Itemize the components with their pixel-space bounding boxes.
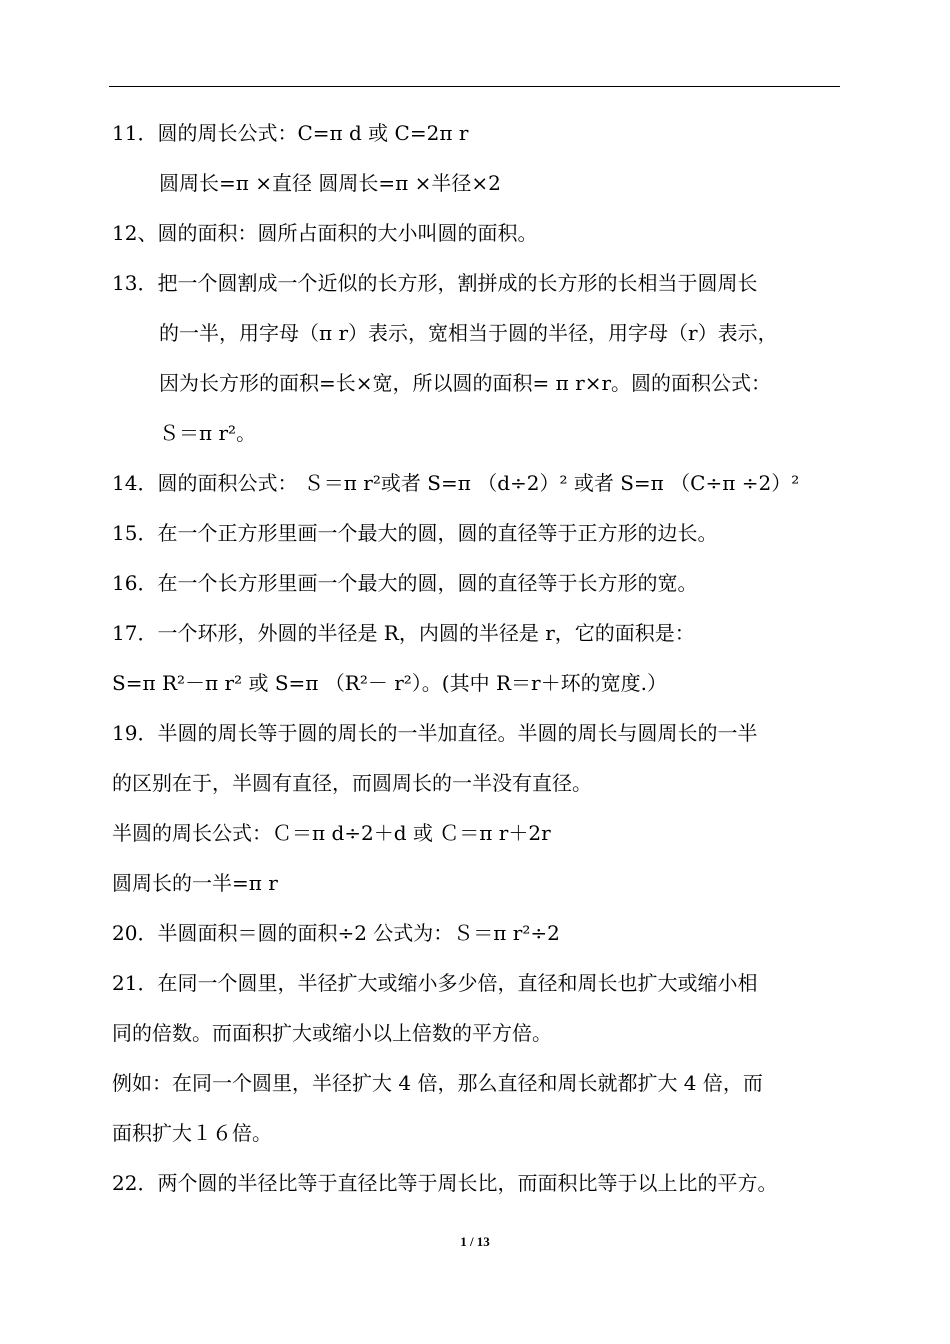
text-line: 13．把一个圆割成一个近似的长方形，割拼成的长方形的长相当于圆周长	[112, 271, 758, 295]
text-line: 20．半圆面积＝圆的面积÷2 公式为：Ｓ＝π r²÷2	[112, 921, 560, 945]
text-line: Ｓ＝π r²。	[159, 421, 257, 445]
text-line: 面积扩大１６倍。	[112, 1121, 272, 1145]
text-line: 半圆的周长公式：Ｃ＝π d÷2＋d 或 Ｃ＝π r＋2r	[112, 821, 551, 845]
text-line: 16．在一个长方形里画一个最大的圆，圆的直径等于长方形的宽。	[112, 571, 698, 595]
text-line: 17．一个环形，外圆的半径是 R，内圆的半径是 r，它的面积是：	[112, 621, 695, 645]
text-line: 11．圆的周长公式：C=π d 或 C=2π r	[112, 121, 469, 145]
text-line: 12、圆的面积：圆所占面积的大小叫圆的面积。	[112, 221, 538, 245]
header-rule	[109, 86, 840, 87]
text-line: 圆周长的一半=π r	[112, 871, 278, 895]
text-line: 19．半圆的周长等于圆的周长的一半加直径。半圆的周长与圆周长的一半	[112, 721, 758, 745]
text-line: 14．圆的面积公式： Ｓ＝π r²或者 S=π （d÷2）² 或者 S=π （C÷π ÷2）²	[112, 471, 800, 495]
text-line: 因为长方形的面积=长×宽，所以圆的面积= π r×r。圆的面积公式：	[159, 371, 772, 395]
page-number: 1 / 13	[460, 1234, 490, 1249]
document-body	[112, 108, 840, 1208]
text-line: S=π R²－π r² 或 S=π （R²－ r²）。(其中 R＝r＋环的宽度.）	[112, 671, 667, 695]
text-line: 同的倍数。而面积扩大或缩小以上倍数的平方倍。	[112, 1021, 552, 1045]
text-line: 的区别在于，半圆有直径，而圆周长的一半没有直径。	[112, 771, 592, 795]
text-line: 21．在同一个圆里，半径扩大或缩小多少倍，直径和周长也扩大或缩小相	[112, 971, 758, 995]
text-line: 圆周长=π ×直径 圆周长=π ×半径×2	[159, 171, 501, 195]
text-line: 22．两个圆的半径比等于直径比等于周长比，而面积比等于以上比的平方。	[112, 1171, 778, 1195]
text-line: 15．在一个正方形里画一个最大的圆，圆的直径等于正方形的边长。	[112, 521, 718, 545]
text-line: 例如：在同一个圆里，半径扩大 4 倍，那么直径和周长就都扩大 4 倍，而	[112, 1071, 763, 1095]
text-line: 的一半，用字母（π r）表示，宽相当于圆的半径，用字母（r）表示，	[159, 321, 778, 345]
